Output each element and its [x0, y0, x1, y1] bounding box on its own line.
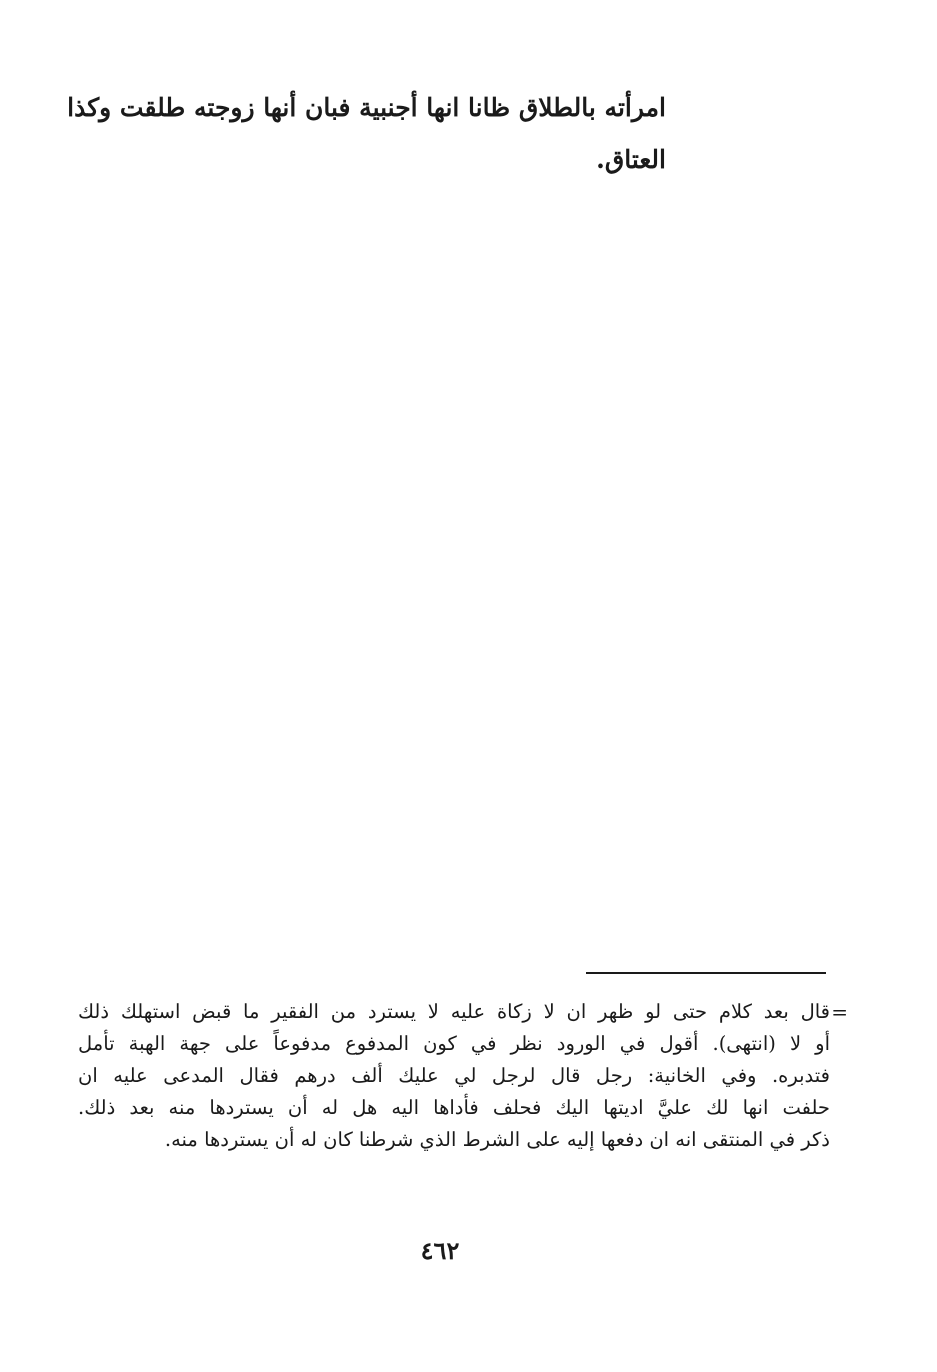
- footnote-line-1: قال بعد كلام حتى لو ظهر ان لا زكاة عليه لا يسترد من الفقير ما قبض استهلك ذلك: [78, 1000, 830, 1023]
- page-number: ٤٦٢: [420, 1236, 460, 1265]
- footnote-continuation-mark: =: [831, 1000, 848, 1024]
- footnote-block: [78, 996, 848, 1156]
- main-text-line-1: امرأته بالطلاق ظانا انها أجنبية فبان أنها زوجته طلقت وكذا: [67, 93, 666, 122]
- main-text-block: [40, 82, 666, 186]
- footnote-line-4: حلفت انها لك عليَّ اديتها اليك فحلف فأداها اليه هل له أن يستردها منه بعد ذلك.: [78, 1096, 830, 1119]
- footnote-line-3: فتدبره. وفي الخانية: رجل قال لرجل لي عليك ألف درهم فقال المدعى عليه ان: [78, 1064, 830, 1087]
- footnote-line-5: ذكر في المنتقى انه ان دفعها إليه على الشرط الذي شرطنا كان له أن يستردها منه.: [164, 1128, 830, 1151]
- footnote-divider: [586, 972, 826, 974]
- main-text-line-2: العتاق.: [596, 145, 666, 174]
- footnote-line-2: أو لا (انتهى). أقول في الورود نظر في كون المدفوع مدفوعاً على جهة الهبة تأمل: [78, 1032, 830, 1055]
